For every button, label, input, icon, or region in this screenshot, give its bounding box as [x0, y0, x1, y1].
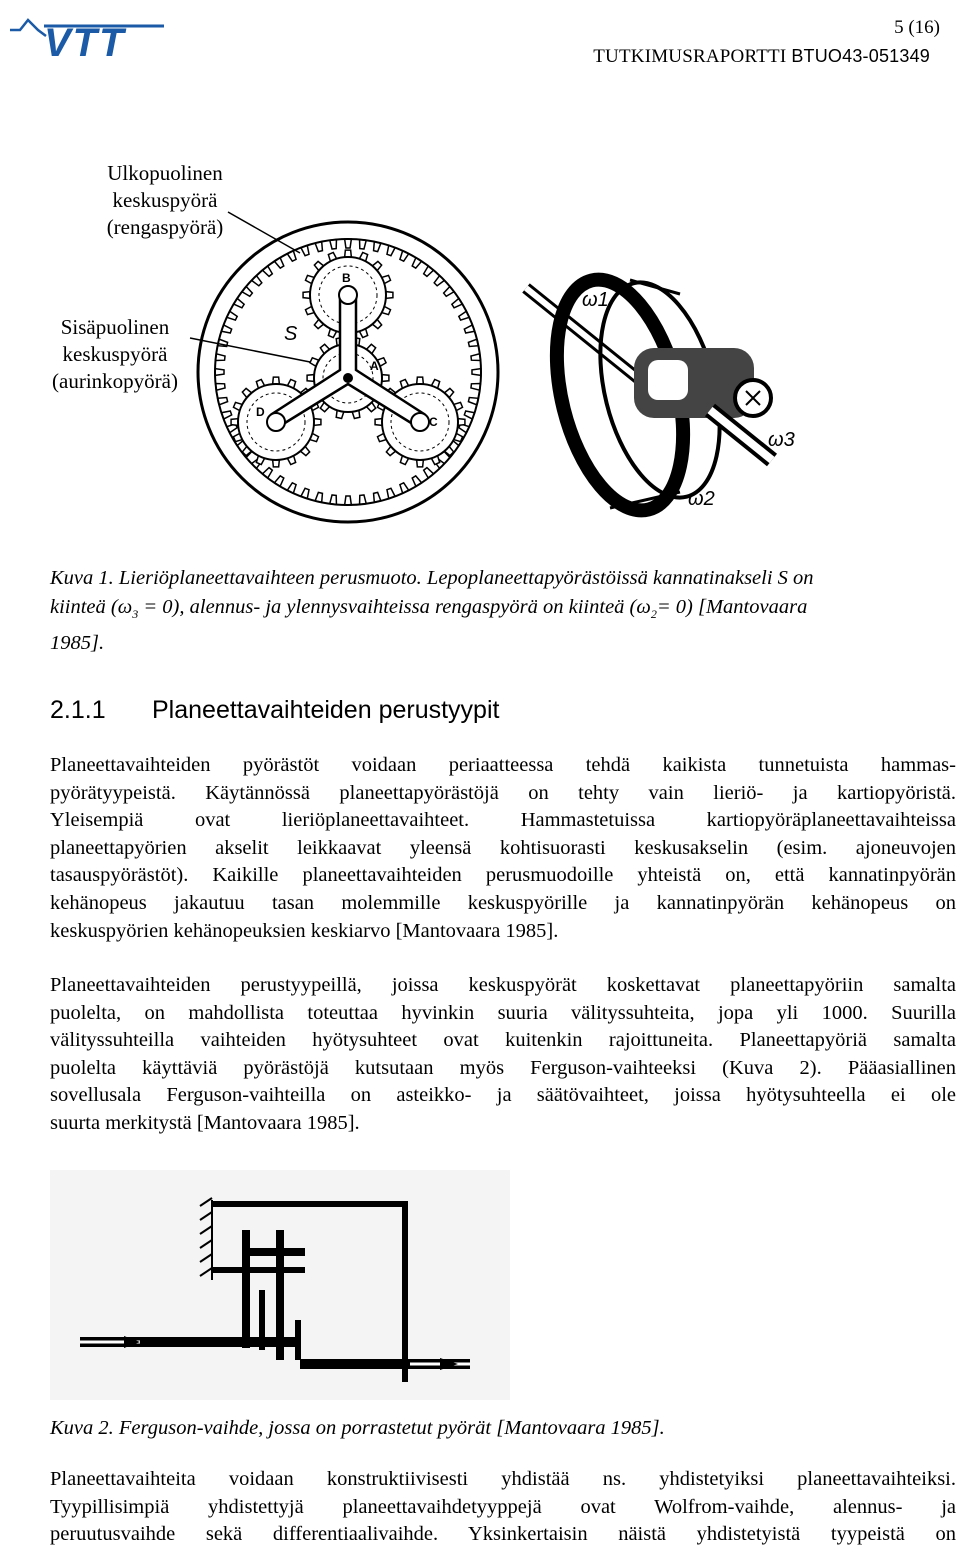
section-heading — [50, 696, 499, 725]
report-code: BTUO43-051349 — [791, 46, 930, 66]
omega-2-label: ω2 — [688, 488, 715, 510]
omega-1-label: ω1 — [582, 289, 609, 311]
figure2-caption: Kuva 2. Ferguson-vaihde, jossa on porrastetut pyörät [Mantovaara 1985]. — [50, 1417, 665, 1439]
gear-letter-c: C — [429, 415, 438, 429]
paragraph-3: Planeettavaihteita voidaan konstruktiivisesti yhdistää ns. yhdistetyiksi planeettavaihteiksi. Tyypillisimpiä yhdistettyjä planeettavaihdetyyppejä ovat Wolfrom-vaihde, alennus- ja peruutusvaihde sekä differentiaalivaihde. Yksinkertaisin näistä yhdistetyistä tyypeistä on — [50, 1468, 956, 1546]
report-label: TUTKIMUSRAPORTTI — [593, 46, 787, 67]
gear-letter-d: D — [256, 405, 265, 419]
paragraph-1: Planeettavaihteiden pyörästöt voidaan periaatteessa tehdä kaikista tunnetuista hammas- pyörätyypeistä. Käytännössä planeettapyörästöjä on tehty vain lieriö- ja kartiopyöristä. Yleisempiä ovat lieriöplaneettavaihteet. Hammastetuissa kartiopyöräplaneettavaihteissa planeettapyörien akselit leikkaavat yleensä kohtisuorasti keskusakselin (esim. ajoneuvojen tasauspyörästöt). Kaikille planeettavaihteiden perusmuodoille yhteistä on, että kannatinpyörän kehänopeus jakautuu tasan molemmille keskuspyörille ja kannatinpyörän kehänopeus on keskuspyörien kehänopeuksien keskiarvo [Mantovaara 1985]. — [50, 754, 956, 942]
perspective-gear-drawing — [510, 270, 820, 520]
ferguson-gear-diagram — [50, 1170, 510, 1400]
gear-letter-a: A — [370, 359, 379, 373]
section-number: 2.1.1 — [50, 696, 106, 724]
logo-text: VTT — [44, 21, 126, 62]
gear-letter-s: S — [284, 323, 298, 345]
section-title: Planeettavaihteiden perustyypit — [152, 696, 500, 724]
label-outer-gear: Ulkopuolinen keskuspyörä (rengaspyörä) — [106, 161, 224, 239]
label-inner-gear: Sisäpuolinen keskuspyörä (aurinkopyörä) — [52, 315, 178, 393]
figure1-caption: Kuva 1. Lieriöplaneettavaihteen perusmuoto. Lepoplaneettapyörästöissä kannatinakseli S on kiinteä $(\omega_3 = 0)$, alennus- ja ylennysvaihteissa rengaspyörä on kiinteä $(\omega_2= 0)$ [Mantovaara 1985]. — [50, 567, 814, 655]
omega-3-label: ω3 — [768, 429, 795, 451]
page-number: 5 (16) — [894, 17, 940, 38]
gear-letter-b: B — [342, 271, 351, 285]
paragraph-2: Planeettavaihteiden perustyypeillä, joissa keskuspyörät koskettavat planeettapyöriin samalta puolelta, on mahdollista toteuttaa hyvinkin suuria välityssuhteita, jopa yli 1000. Suurilla välityssuhteilla vaihteiden hyötysuhteet ovat kuitenkin rajoittuneita. Planeettapyöriä samalta puolelta käyttäviä pyörästöjä kutsutaan myös Ferguson-vaihteeksi (Kuva 2). Pääasiallinen sovellusala Ferguson-vaihteilla on asteikko- ja säätövaihteet, joissa hyötysuhteella ei ole suurta merkitystä [Mantovaara 1985]. — [50, 974, 956, 1134]
